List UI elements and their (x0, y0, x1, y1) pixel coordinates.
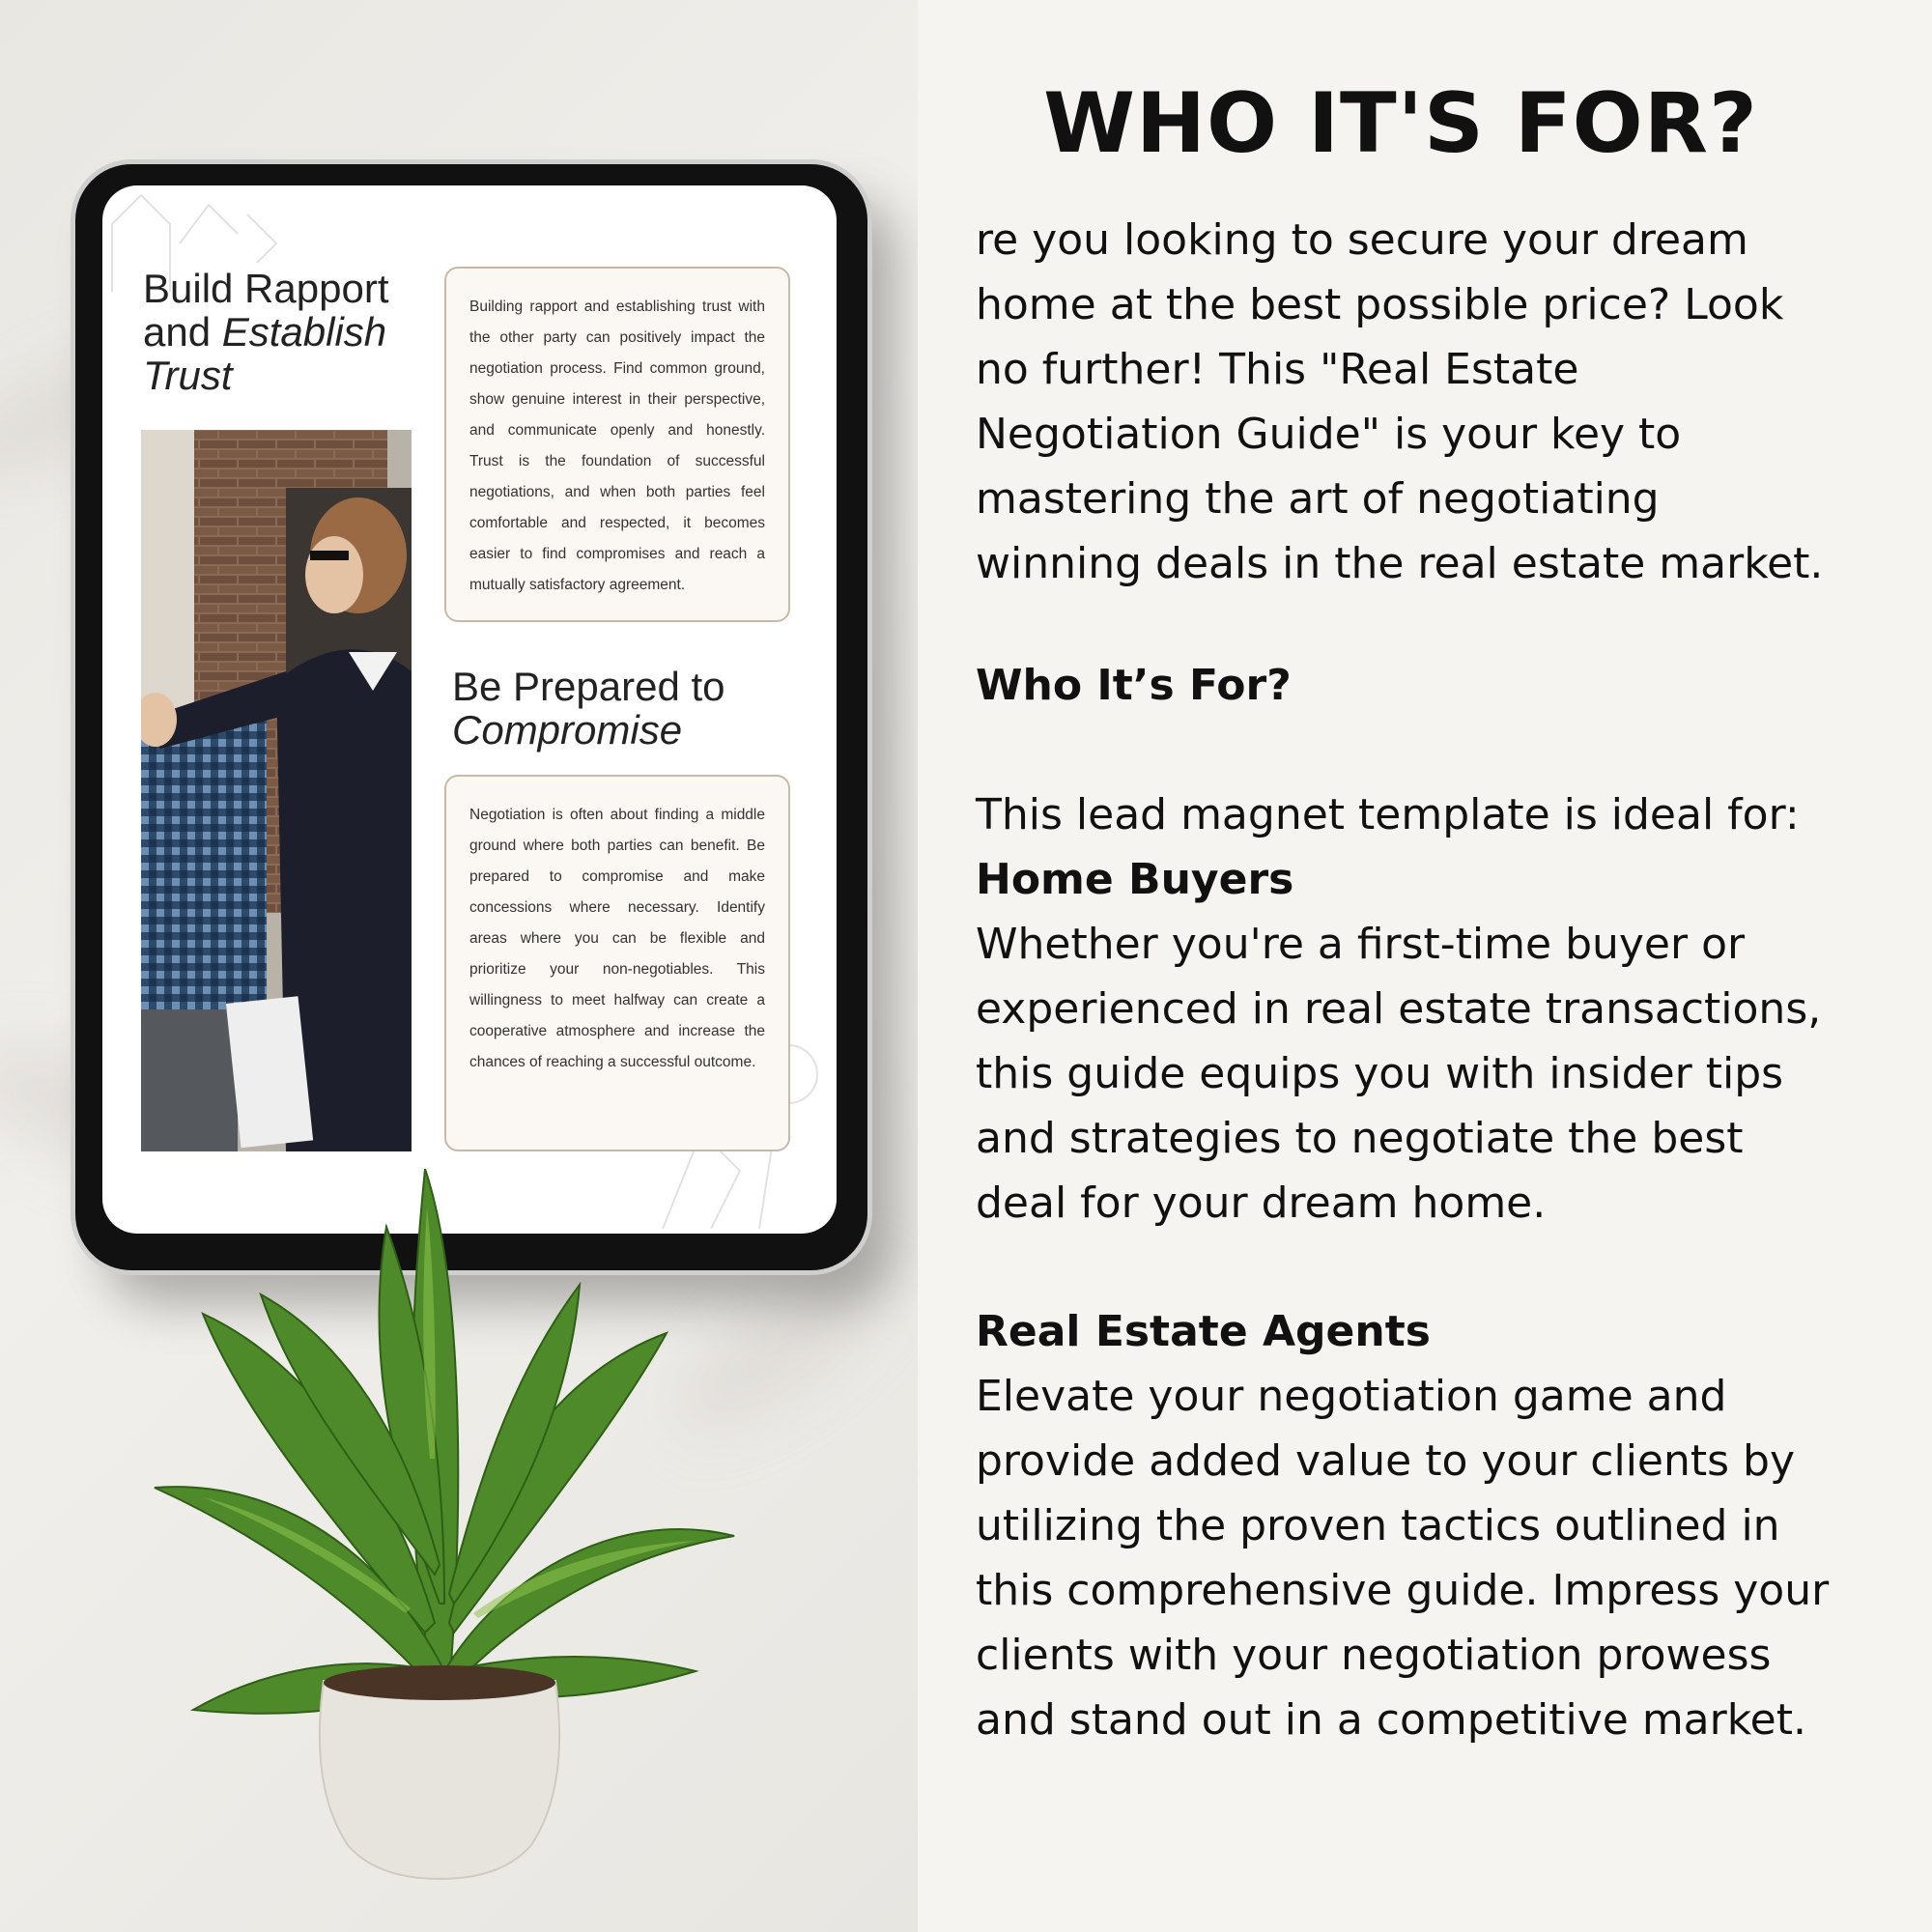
title-text: and (143, 309, 222, 355)
agents-line: clients with your negotiation prowess (976, 1631, 1772, 1680)
buyers-line: deal for your dream home. (976, 1179, 1547, 1228)
title-emphasis: Establish (221, 309, 387, 355)
agents-line: utilizing the proven tactics outlined in (976, 1501, 1780, 1550)
intro-line: mastering the art of negotiating (976, 474, 1660, 524)
agents-line: Elevate your negotiation game and (976, 1372, 1727, 1421)
agents-line: and stand out in a competitive market. (976, 1695, 1806, 1745)
tablet-device (75, 164, 867, 1270)
agents-heading: Real Estate Agents (976, 1307, 1431, 1356)
info-card-rapport (444, 267, 790, 622)
intro-line: winning deals in the real estate market. (976, 539, 1824, 588)
section-title-rapport (143, 267, 388, 397)
buyers-line: this guide equips you with insider tips (976, 1049, 1784, 1098)
title-line: Be Prepared to (452, 664, 725, 709)
agents-line: this comprehensive guide. Impress your (976, 1566, 1830, 1615)
agents-line: provide added value to your clients by (976, 1436, 1796, 1486)
buyers-line: experienced in real estate transactions, (976, 984, 1822, 1034)
title-emphasis: Compromise (452, 707, 683, 753)
title-emphasis: Trust (143, 353, 233, 398)
intro-line: home at the best possible price? Look (976, 280, 1784, 329)
negotiation-photo (141, 430, 412, 1151)
page-title: WHO IT'S FOR? (1043, 75, 1758, 172)
section-title-compromise (452, 665, 725, 752)
title-line: Build Rapport (143, 266, 389, 311)
buyers-line: and strategies to negotiate the best (976, 1114, 1744, 1163)
intro-line: Negotiation Guide" is your key to (976, 410, 1682, 459)
who-heading: Who It’s For? (976, 661, 1292, 710)
tablet-screen (102, 185, 837, 1234)
description-panel (918, 0, 1932, 1932)
title-line (452, 708, 725, 752)
info-card-compromise (444, 775, 790, 1151)
potted-plant-icon (116, 1169, 773, 1884)
card-body-text: Negotiation is often about finding a middle ground where both parties can benefit. Be prepared to compromise and make concessions where necessary. Identify areas where you can be flexible and prioritize your non-negotiables. This willingness to meet halfway can create a cooperative atmosphere and increase the chances of reaching a successful outcome. (469, 807, 765, 1070)
people-illustration-icon (141, 430, 412, 1151)
intro-line: no further! This "Real Estate (976, 345, 1579, 394)
product-mockup-panel (0, 0, 918, 1932)
card-body-text: Building rapport and establishing trust with the other party can positively impact the negotiation process. Find common ground, show genuine interest in their perspective, and communicate openly and honestly. Trust is the foundation of successful negotiations, and when both parties feel comfortable and respected, it becomes easier to find compromises and reach a mutually satisfactory agreement. (469, 298, 765, 593)
title-line (143, 310, 388, 354)
intro-line: re you looking to secure your dream (976, 215, 1748, 265)
buyers-heading: Home Buyers (976, 855, 1294, 904)
buyers-line: Whether you're a first-time buyer or (976, 920, 1746, 969)
title-line (143, 354, 388, 397)
ideal-for-text: This lead magnet template is ideal for: (976, 790, 1800, 839)
